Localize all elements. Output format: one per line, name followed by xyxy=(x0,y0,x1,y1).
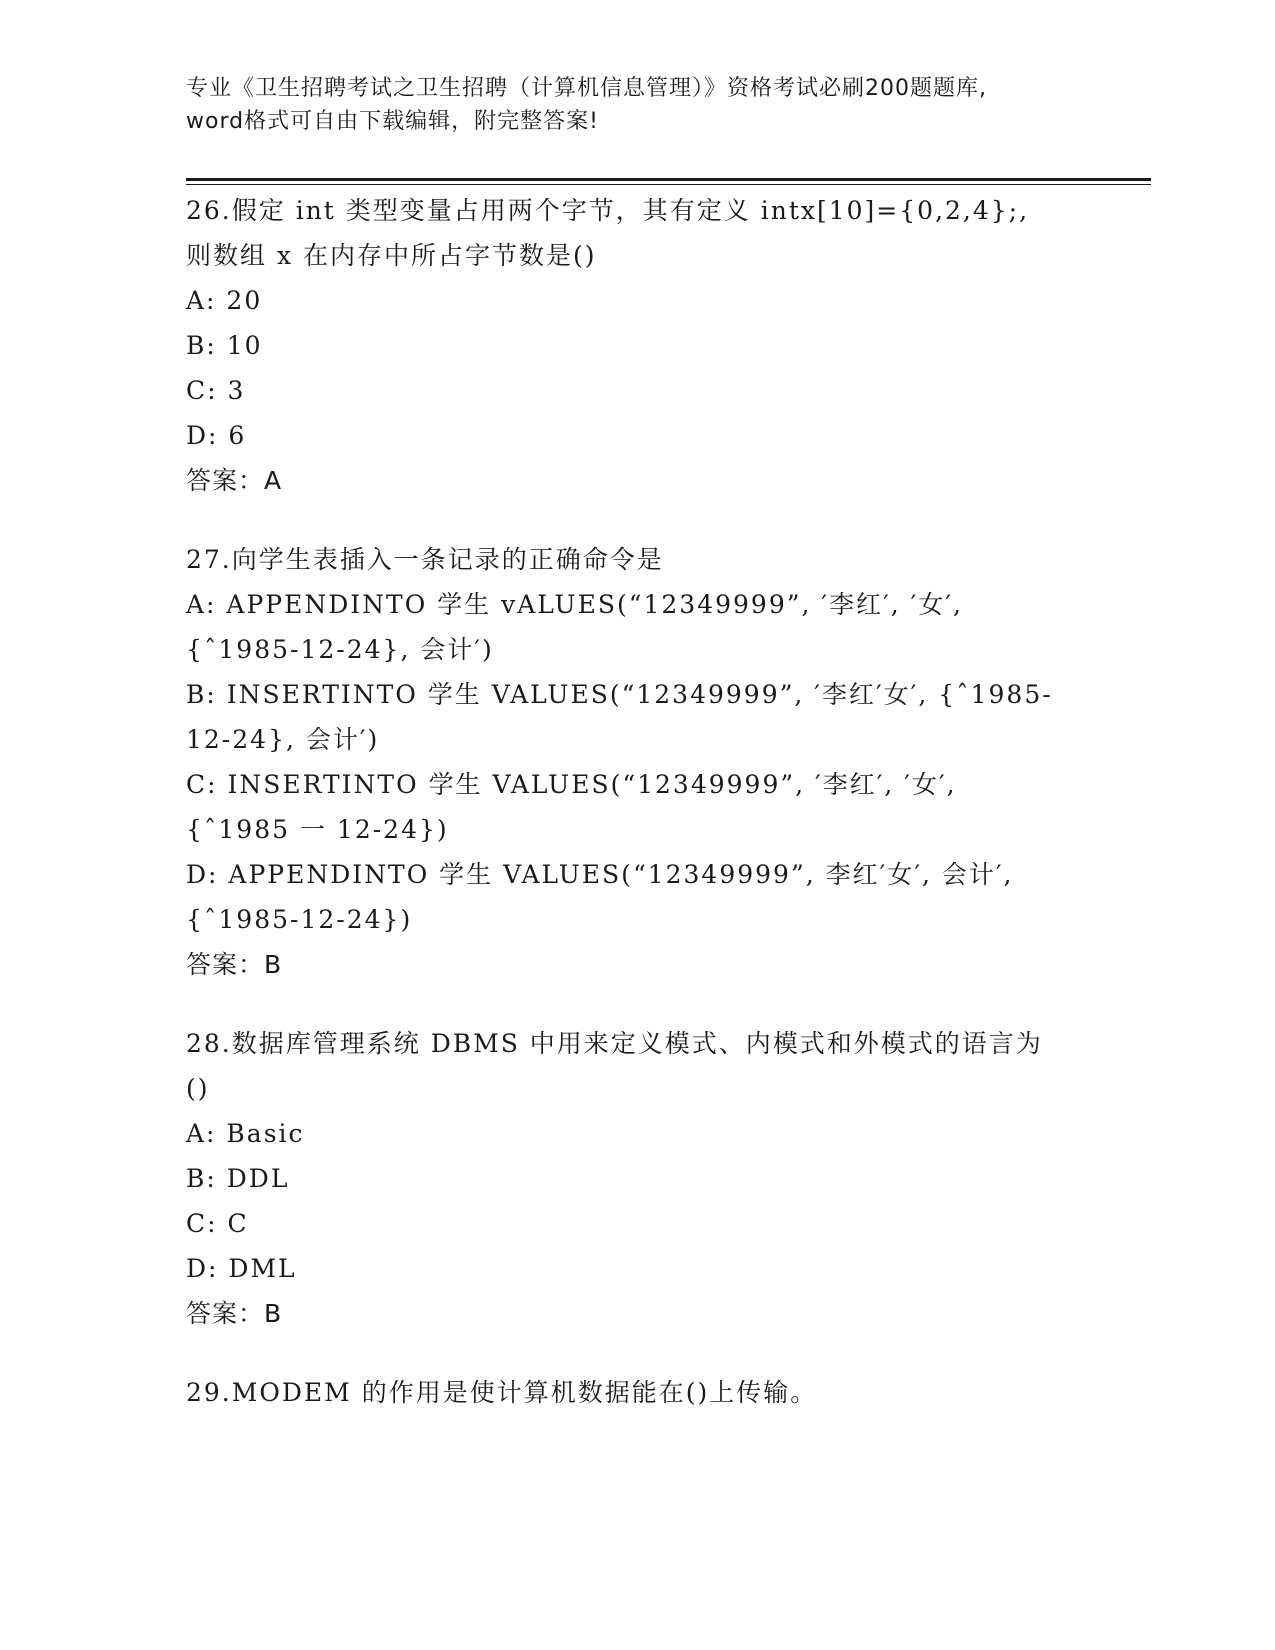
question-text-line: 26.假定 int 类型变量占用两个字节，其有定义 intx[10]={0,2,4};, xyxy=(186,196,1030,225)
option-c-continued: {ˆ1985 一 12-24}) xyxy=(186,815,449,844)
question-text-line: 28.数据库管理系统 DBMS 中用来定义模式、内模式和外模式的语言为 xyxy=(186,1029,1043,1058)
option-d: D: APPENDINTO 学生 VALUES(“12349999”, 李红′女′, 会计′, xyxy=(186,860,1014,889)
header-line-2: word格式可自由下载编辑，附完整答案! xyxy=(186,109,599,134)
option-d: D: 6 xyxy=(186,421,247,450)
option-b: B: DDL xyxy=(186,1164,290,1193)
option-d-continued: {ˆ1985-12-24}) xyxy=(186,905,413,934)
question-27 xyxy=(186,537,1086,987)
answer-label: 答案：B xyxy=(186,1299,283,1328)
header-divider-thick xyxy=(186,178,1151,181)
question-26 xyxy=(186,188,1086,503)
header-line-1: 专业《卫生招聘考试之卫生招聘（计算机信息管理）》资格考试必刷200题题库, xyxy=(186,76,987,101)
option-a: A: APPENDINTO 学生 vALUES(“12349999”, ′李红′, ′女′, xyxy=(186,590,963,619)
answer-label: 答案：A xyxy=(186,466,283,495)
question-text-line: 则数组 x 在内存中所占字节数是() xyxy=(186,241,597,270)
question-28 xyxy=(186,1021,1086,1336)
question-text-line: () xyxy=(186,1074,210,1103)
document-header xyxy=(186,72,1086,138)
header-divider-thin xyxy=(186,184,1151,185)
answer-label: 答案：B xyxy=(186,950,283,979)
option-c: C: 3 xyxy=(186,376,246,405)
option-a: A: 20 xyxy=(186,286,263,315)
option-c: C: C xyxy=(186,1209,249,1238)
question-29 xyxy=(186,1370,1086,1415)
option-a-continued: {ˆ1985-12-24}, 会计′) xyxy=(186,635,494,664)
option-c: C: INSERTINTO 学生 VALUES(“12349999”, ′李红′, ′女′, xyxy=(186,770,957,799)
option-b: B: 10 xyxy=(186,331,263,360)
option-b-continued: 12-24}, 会计′) xyxy=(186,725,380,754)
question-text-line: 29.MODEM 的作用是使计算机数据能在()上传输。 xyxy=(186,1378,818,1407)
option-b: B: INSERTINTO 学生 VALUES(“12349999”, ′李红′女′, {ˆ1985- xyxy=(186,680,1053,709)
question-text-line: 27.向学生表插入一条记录的正确命令是 xyxy=(186,545,664,574)
question-list xyxy=(186,188,1086,1449)
option-d: D: DML xyxy=(186,1254,297,1283)
option-a: A: Basic xyxy=(186,1119,305,1148)
